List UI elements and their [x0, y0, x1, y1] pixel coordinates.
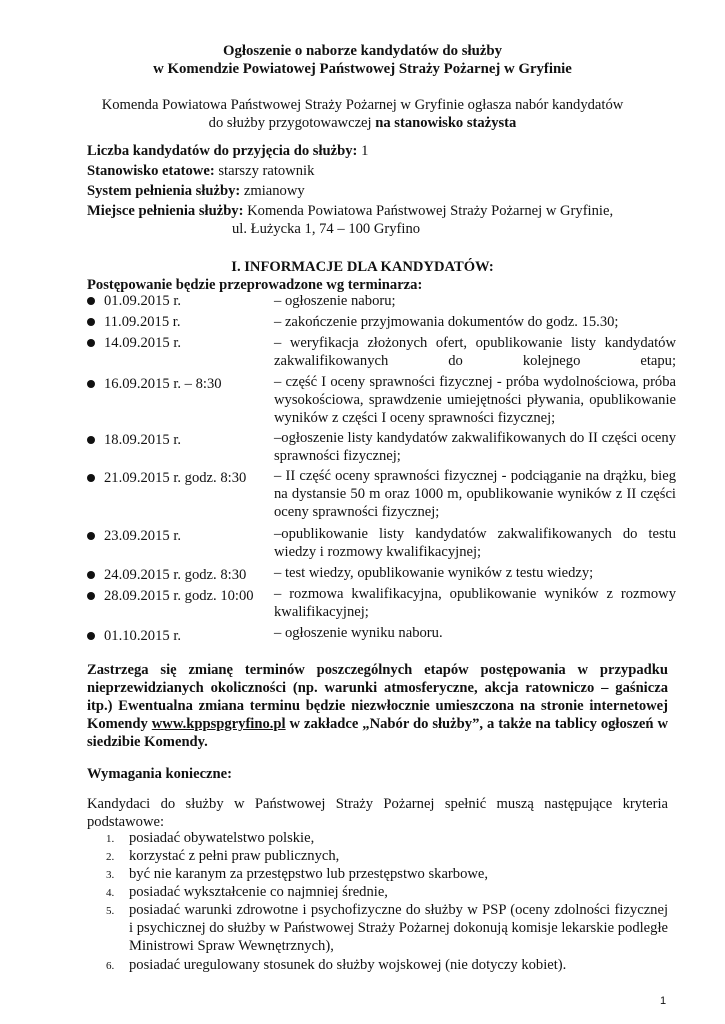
list-item: być nie karanym za przestępstwo lub przestępstwo skarbowe, — [129, 866, 489, 882]
bullet-icon — [87, 339, 95, 347]
bullet-icon — [87, 380, 95, 388]
intro-bold: na stanowisko stażysta — [375, 115, 517, 131]
title-line-1: Ogłoszenie o naborze kandydatów do służby — [222, 43, 503, 59]
notice-paragraph — [87, 661, 668, 751]
intro-normal: do służby przygotowawczej — [208, 115, 376, 131]
list-number: 4. — [106, 887, 115, 899]
detail-place — [87, 202, 613, 220]
detail-count — [87, 142, 368, 160]
schedule-date: 21.09.2015 r. godz. 8:30 — [104, 470, 247, 486]
list-number: 1. — [106, 833, 115, 845]
schedule-date: 01.09.2015 r. — [104, 293, 182, 309]
schedule-desc: – II część oceny sprawności fizycznej - podciąganie na drążku, bieg na dystansie 50 m oraz 1000 m, opublikowanie wyników z II części oceny sprawności fizycznej; — [274, 468, 676, 520]
schedule-desc: –ogłoszenie listy kandydatów zakwalifikowanych do II części oceny sprawności fizycznej; — [274, 430, 676, 464]
requirements-intro: Kandydaci do służby w Państwowej Straży Pożarnej spełnić muszą następujące kryteria podstawowe: — [87, 796, 668, 830]
list-item: posiadać wykształcenie co najmniej średnie, — [129, 884, 388, 900]
bullet-icon — [87, 592, 95, 600]
schedule-desc: – ogłoszenie wyniku naboru. — [274, 625, 443, 641]
bullet-icon — [87, 436, 95, 444]
intro-line-1: Komenda Powiatowa Państwowej Straży Pożarnej w Gryfinie ogłasza nabór kandydatów — [101, 97, 624, 113]
schedule-desc-text: – weryfikacja złożonych ofert, opublikowanie listy kandydatów zakwalifikowanych do kolejnego etapu; — [274, 335, 676, 369]
detail-count-value: 1 — [357, 143, 369, 159]
page-number: 1 — [660, 995, 667, 1007]
detail-count-label: Liczba kandydatów do przyjęcia do służby: — [87, 143, 358, 159]
detail-system-value: zmianowy — [240, 183, 305, 199]
schedule-date: 18.09.2015 r. — [104, 432, 182, 448]
list-item: korzystać z pełni praw publicznych, — [129, 848, 340, 864]
list-number: 3. — [106, 869, 115, 881]
website-link[interactable]: www.kppspgryfino.pl — [151, 716, 286, 732]
list-item: posiadać warunki zdrowotne i psychofizyczne do służby w PSP (oceny zdolności fizycznej i psychicznej do służby w Państwowej Straży Pożarnej dokonują komisje lekarskie podległe Ministrowi Spraw Wewnętrznych), — [129, 902, 668, 954]
schedule-date: 11.09.2015 r. — [104, 314, 181, 330]
schedule-desc: – test wiedzy, opublikowanie wyników z testu wiedzy; — [274, 565, 594, 581]
detail-position-value: starszy ratownik — [214, 163, 315, 179]
bullet-icon — [87, 532, 95, 540]
list-item: posiadać obywatelstwo polskie, — [129, 830, 315, 846]
schedule-desc: – część I oceny sprawności fizycznej - próba wydolnościowa, próba wysokościowa, sprawdzenie umiejętności pływania, opublikowanie wyników z części I oceny sprawności fizycznej; — [274, 374, 676, 426]
schedule-date: 01.10.2015 r. — [104, 628, 182, 644]
title-line-2: w Komendzie Powiatowej Państwowej Straży Pożarnej w Gryfinie — [153, 61, 572, 77]
bullet-icon — [87, 571, 95, 579]
bullet-icon — [87, 474, 95, 482]
schedule-date: 24.09.2015 r. godz. 8:30 — [104, 567, 247, 583]
detail-position — [87, 162, 314, 180]
intro-line-2 — [0, 114, 725, 132]
bullet-icon — [87, 297, 95, 305]
schedule-desc — [274, 334, 676, 370]
schedule-desc: –opublikowanie listy kandydatów zakwalifikowanych do testu wiedzy i rozmowy kwalifikacyjnej; — [274, 526, 676, 560]
schedule-desc: – zakończenie przyjmowania dokumentów do godz. 15.30; — [274, 314, 619, 330]
section-heading: I. INFORMACJE DLA KANDYDATÓW: — [231, 259, 494, 275]
list-number: 2. — [106, 851, 115, 863]
schedule-date: 28.09.2015 r. godz. 10:00 — [104, 588, 254, 604]
notice-text-2: w zakładce „Nabór do służby”, a także na tablicy ogłoszeń w siedzibie Komendy. — [87, 716, 668, 750]
detail-place-label: Miejsce pełnienia służby: — [87, 203, 244, 219]
schedule-desc: – ogłoszenie naboru; — [274, 293, 396, 309]
schedule-date: 16.09.2015 r. – 8:30 — [104, 376, 222, 392]
schedule-date: 14.09.2015 r. — [104, 335, 182, 351]
schedule-desc: – rozmowa kwalifikacyjna, opublikowanie wyników z rozmowy kwalifikacyjnej; — [274, 586, 676, 620]
requirements-heading: Wymagania konieczne: — [87, 766, 232, 782]
detail-place-value: Komenda Powiatowa Państwowej Straży Pożarnej w Gryfinie, — [243, 203, 614, 219]
detail-system — [87, 182, 305, 200]
detail-place-address: ul. Łużycka 1, 74 – 100 Gryfino — [232, 221, 421, 237]
schedule-date: 23.09.2015 r. — [104, 528, 182, 544]
bullet-icon — [87, 632, 95, 640]
list-number: 5. — [106, 905, 115, 917]
notice-text-1: Zastrzega się zmianę terminów poszczególnych etapów postępowania w przypadku nieprzewidzianych okoliczności (np. warunki atmosferyczne, akcja ratowniczo – gaśnicza itp.) Ewentualna zmiana terminu będzie niezwłocznie umieszczona na stronie internetowej Komendy — [87, 662, 668, 732]
list-item: posiadać uregulowany stosunek do służby wojskowej (nie dotyczy kobiet). — [129, 957, 567, 973]
bullet-icon — [87, 318, 95, 326]
detail-position-label: Stanowisko etatowe: — [87, 163, 215, 179]
list-number: 6. — [106, 960, 115, 972]
detail-system-label: System pełnienia służby: — [87, 183, 241, 199]
schedule-subheading: Postępowanie będzie przeprowadzone wg terminarza: — [87, 277, 423, 293]
